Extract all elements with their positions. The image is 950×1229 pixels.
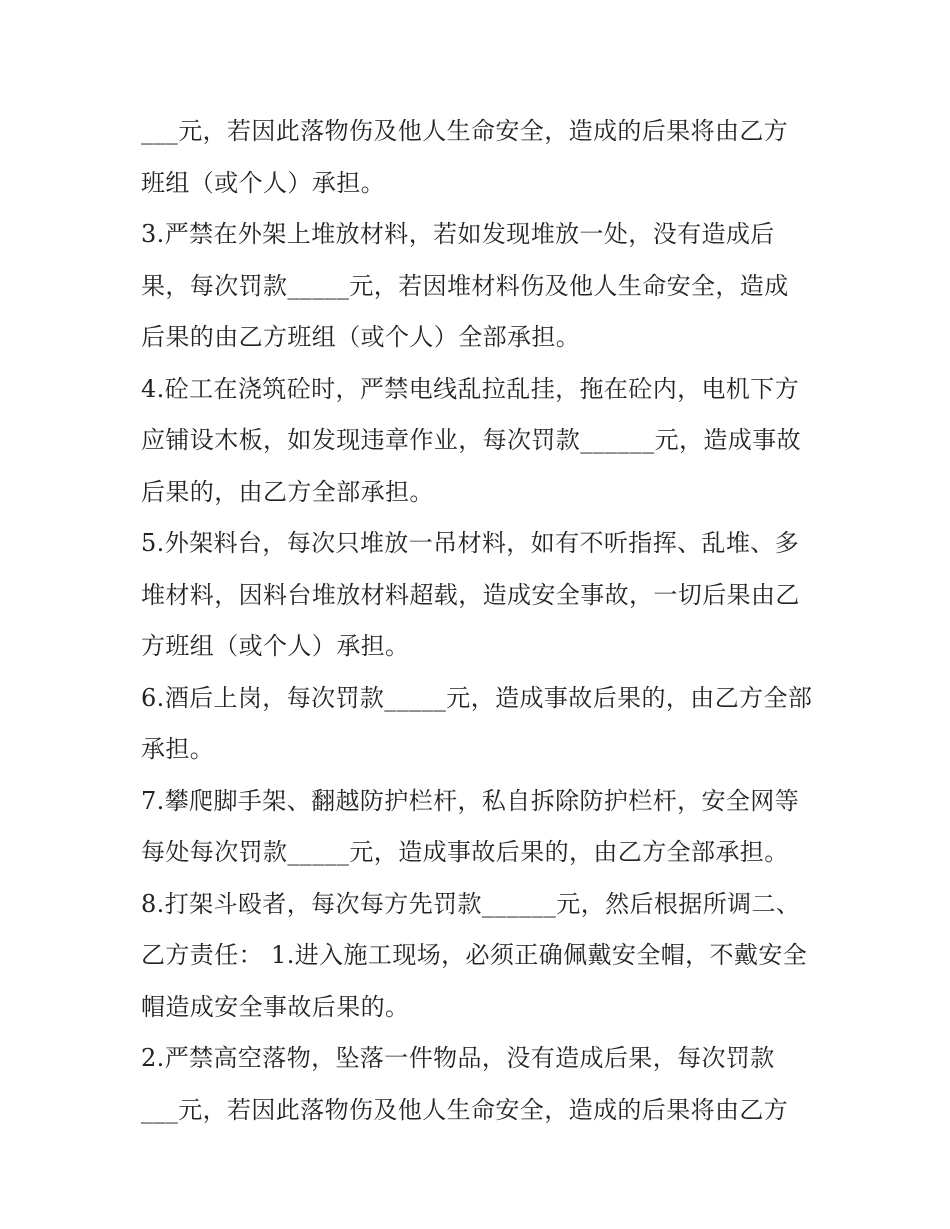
- text-line: 乙方责任： 1.进入施工现场，必须正确佩戴安全帽，不戴安全: [141, 941, 808, 969]
- text-line: 6.酒后上岗，每次罚款_____元，造成事故后果的，由乙方全部: [141, 683, 813, 712]
- text-line: 果，每次罚款_____元，若因堆材料伤及他人生命安全，造成: [141, 271, 789, 300]
- text-line: 班组（或个人）承担。: [141, 168, 385, 197]
- text-line: ___元，若因此落物伤及他人生命安全，造成的后果将由乙方: [141, 117, 789, 145]
- text-line: 8.打架斗殴者，每次每方先罚款______元，然后根据所调二、: [141, 889, 801, 918]
- text-line: 3.严禁在外架上堆放材料，若如发现堆放一处，没有造成后: [141, 220, 775, 248]
- text-line: 方班组（或个人）承担。: [141, 632, 410, 660]
- text-line: 2.严禁高空落物，坠落一件物品，没有造成后果，每次罚款: [141, 1044, 775, 1072]
- text-line: 应铺设木板，如发现违章作业，每次罚款______元，造成事故: [141, 426, 801, 454]
- text-line: 堆材料，因料台堆放材料超载，造成安全事故，一切后果由乙: [141, 580, 800, 609]
- text-line: 后果的由乙方班组（或个人）全部承担。: [141, 323, 581, 351]
- text-line: 承担。: [141, 735, 215, 763]
- text-line: ___元，若因此落物伤及他人生命安全，造成的后果将由乙方: [141, 1095, 789, 1124]
- text-line: 4.砼工在浇筑砼时，严禁电线乱拉乱挂，拖在砼内，电机下方: [141, 374, 800, 403]
- text-line: 7.攀爬脚手架、翻越防护栏杆，私自拆除防护栏杆，安全网等: [141, 786, 800, 815]
- text-line: 5.外架料台，每次只堆放一吊材料，如有不听指挥、乱堆、多: [141, 529, 800, 557]
- text-line: 每处每次罚款_____元，造成事故后果的，由乙方全部承担。: [141, 838, 789, 866]
- text-line: 后果的，由乙方全部承担。: [141, 477, 434, 506]
- document-body: [141, 106, 821, 1136]
- text-line: 帽造成安全事故后果的。: [141, 992, 410, 1021]
